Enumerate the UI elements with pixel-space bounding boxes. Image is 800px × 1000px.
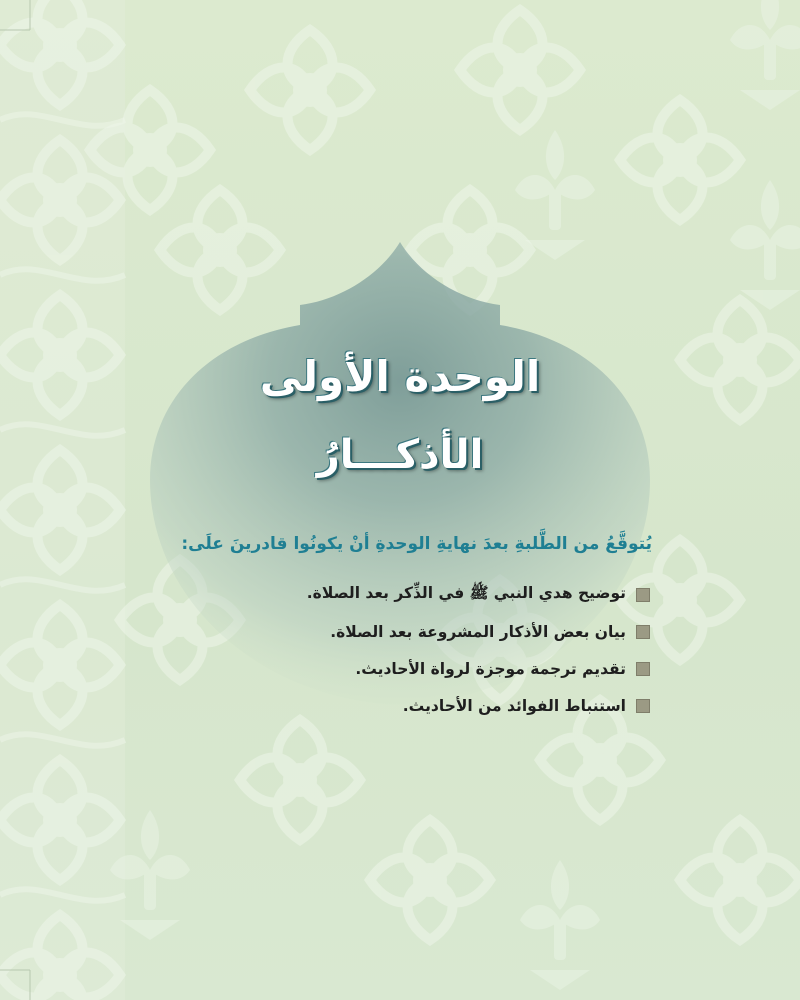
objectives-intro: يُتوقَّعُ من الطَّلبةِ بعدَ نهايةِ الوحدةِ أنْ يكونُوا قادرينَ علَى:: [181, 534, 652, 554]
crop-mark-top-left: [0, 0, 40, 40]
objective-text: توضيح هدي النبي ﷺ في الذِّكر بعد الصلاة.: [306, 584, 626, 602]
objective-item: [130, 613, 650, 650]
objective-item: [130, 576, 650, 613]
objective-text: بيان بعض الأذكار المشروعة بعد الصلاة.: [330, 622, 626, 641]
unit-subtitle: الأذكـــارُ: [316, 432, 484, 478]
objective-text: تقديم ترجمة موجزة لرواة الأحاديث.: [355, 659, 626, 678]
square-bullet-icon: [636, 625, 650, 639]
objective-item: [130, 687, 650, 724]
square-bullet-icon: [636, 699, 650, 713]
crop-mark-bottom-left: [0, 960, 40, 1000]
objective-item: [130, 650, 650, 687]
unit-title: الوحدة الأولى: [259, 352, 541, 401]
square-bullet-icon: [636, 662, 650, 676]
objectives-list: [130, 576, 650, 724]
objective-text: استنباط الفوائد من الأحاديث.: [402, 696, 626, 715]
square-bullet-icon: [636, 588, 650, 602]
